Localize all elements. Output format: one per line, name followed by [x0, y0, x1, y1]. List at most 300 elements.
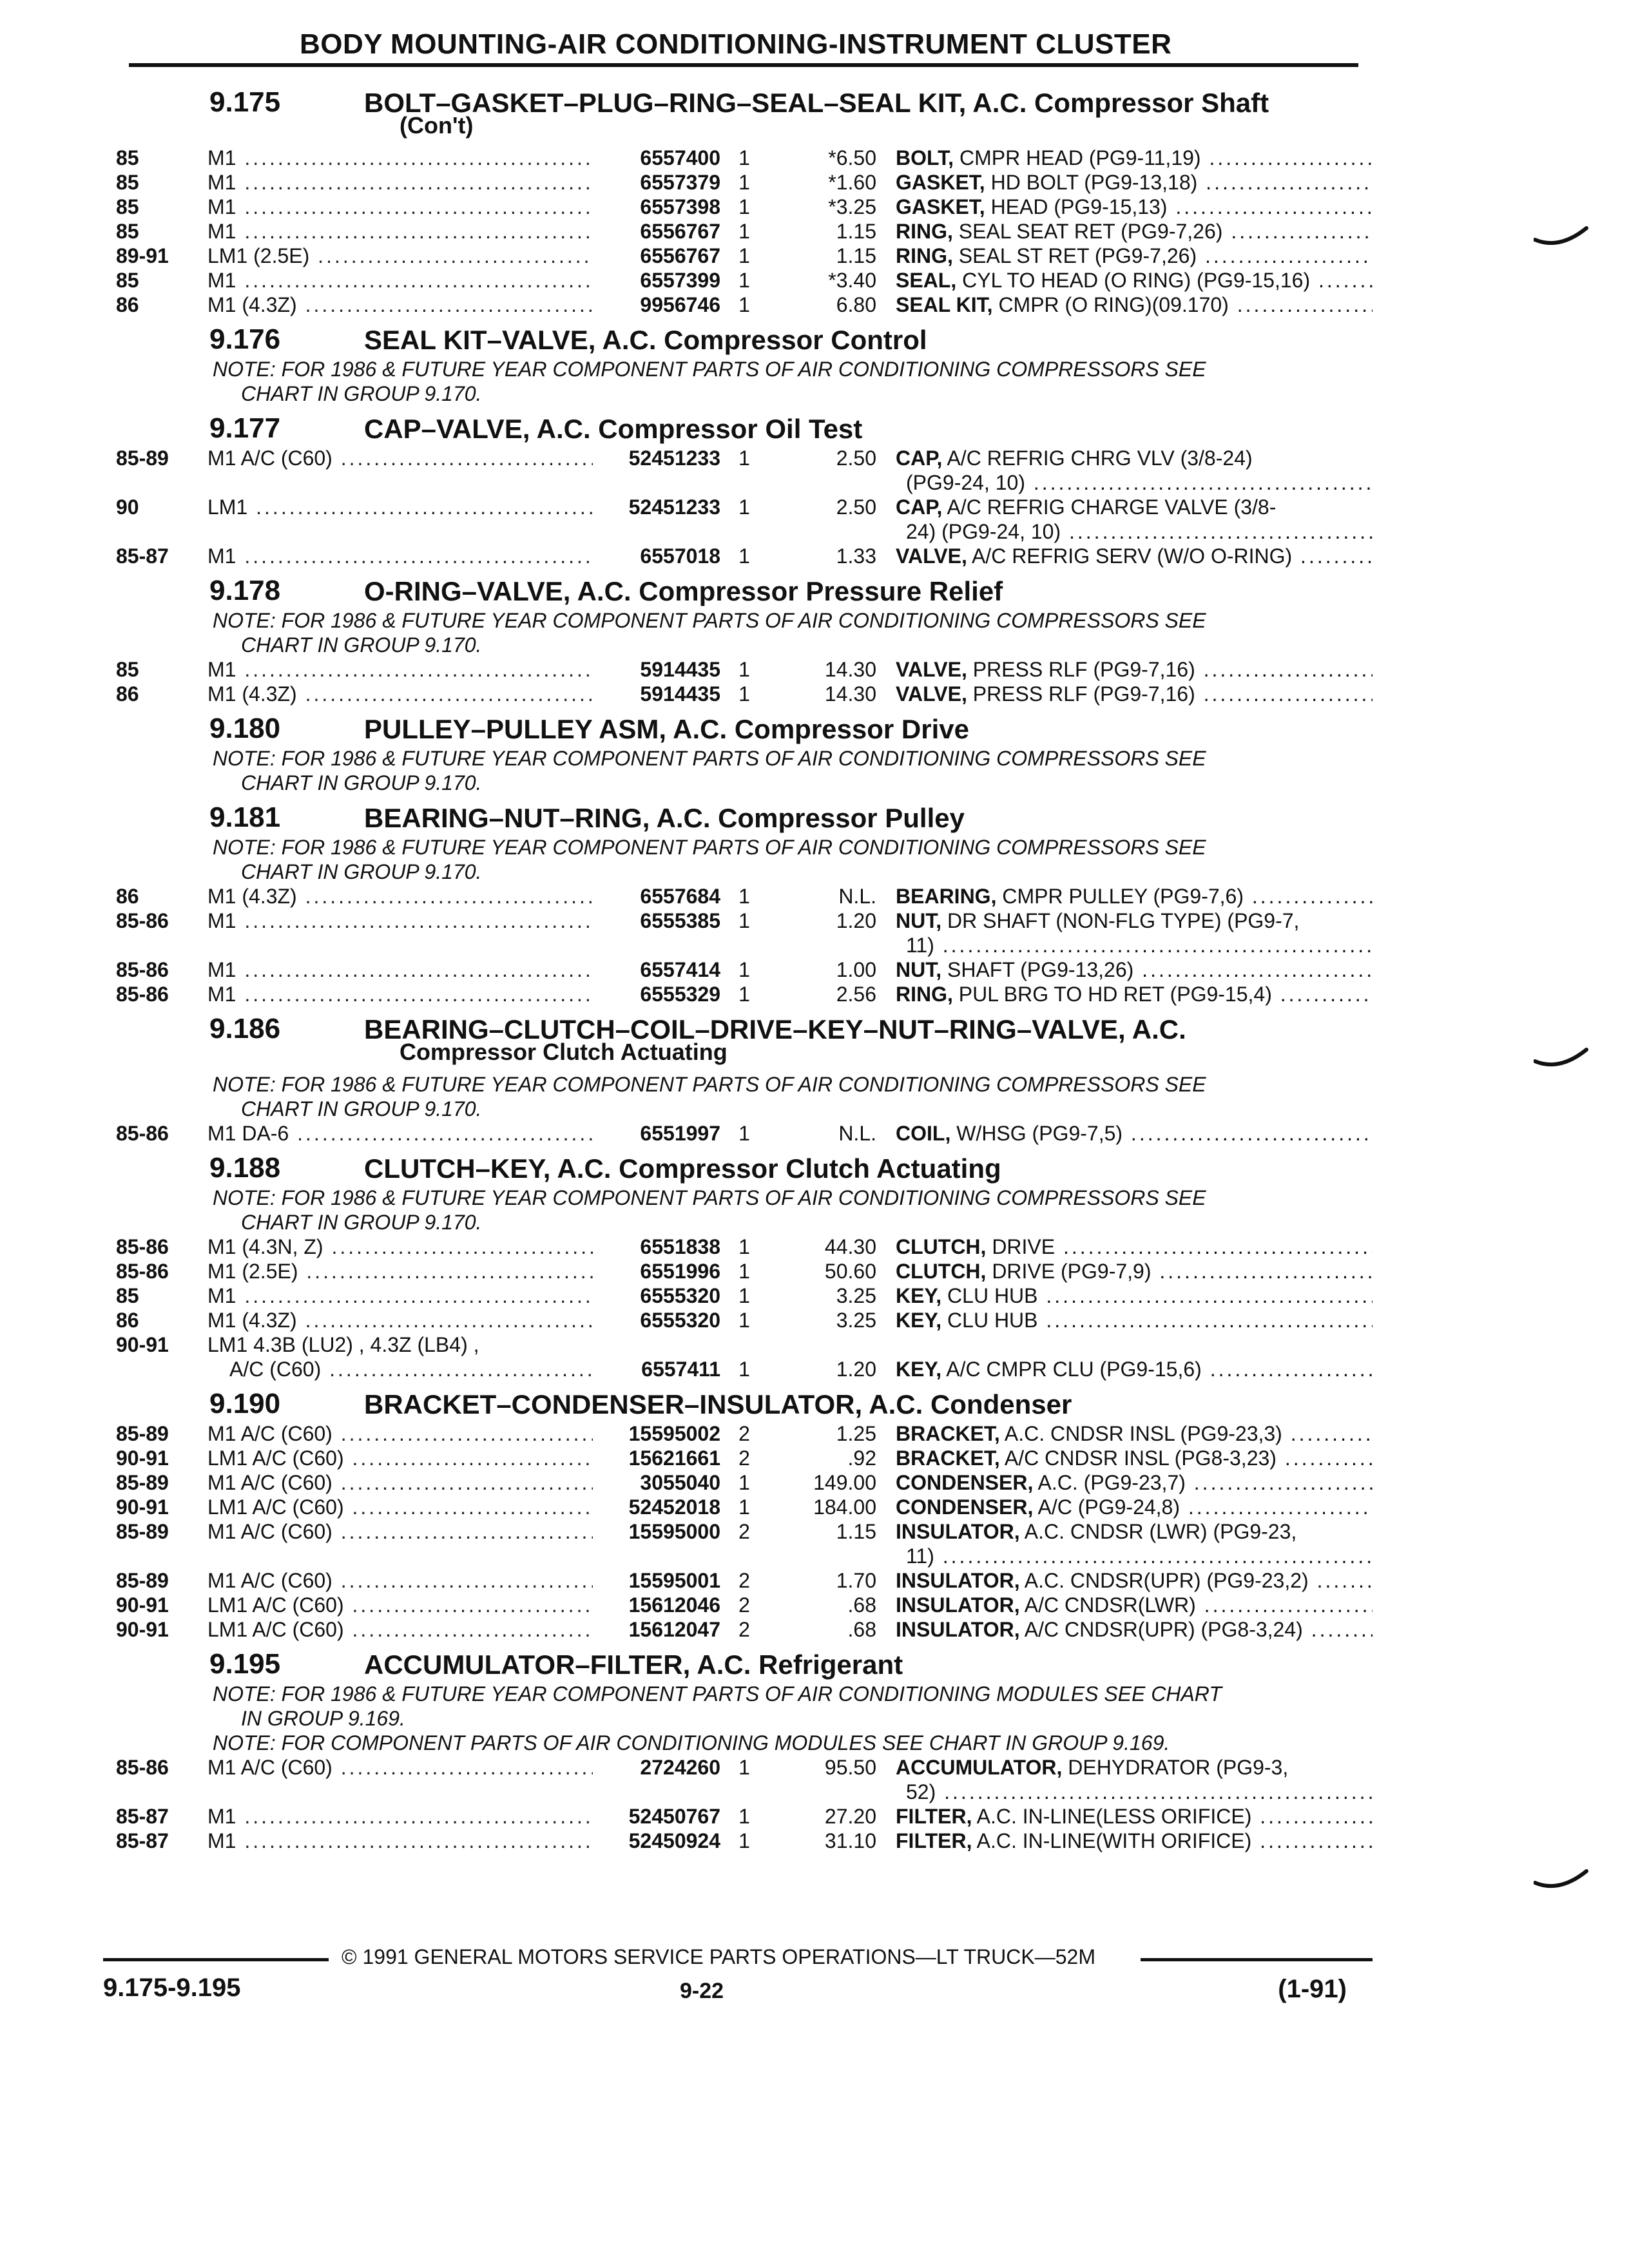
leader-dots: [1309, 1569, 1373, 1592]
leader-dots: [1180, 1495, 1373, 1519]
part-detail: SHAFT (PG9-13,26): [947, 958, 1134, 981]
leader-dots: [1251, 1829, 1373, 1852]
part-model: M1 (2.5E) .....: [207, 1259, 666, 1283]
part-model: LM1 A/C (C60) .....: [207, 1593, 666, 1617]
part-detail: PUL BRG TO HD RET (PG9-15,4): [958, 983, 1272, 1006]
part-description-line: [896, 1829, 1373, 1853]
part-number: 6555385: [593, 908, 720, 933]
part-number: 5914435: [593, 657, 720, 682]
footer-page-number: 9-22: [680, 1979, 724, 2003]
part-detail: DRIVE: [992, 1235, 1055, 1258]
part-detail: A/C CNDSR INSL (PG8-3,23): [1004, 1446, 1277, 1470]
section-heading: [116, 1152, 1373, 1186]
part-number: 15595002: [593, 1421, 720, 1446]
part-name: CONDENSER,: [896, 1495, 1034, 1519]
part-number: 2724260: [593, 1755, 720, 1780]
leader-dots: [1195, 682, 1373, 706]
part-quantity: 1: [738, 885, 750, 908]
part-quantity: 1: [738, 1260, 750, 1283]
part-description-line: [896, 1308, 1373, 1332]
part-number: 6551997: [593, 1121, 720, 1146]
leader-dots: [1229, 293, 1373, 316]
footer-rule-right: [1141, 1958, 1373, 1961]
part-detail: PRESS RLF (PG9-7,16): [972, 658, 1195, 681]
part-description-line: [896, 1421, 1373, 1446]
part-price: 1.15: [836, 1520, 876, 1543]
part-price: 3.25: [836, 1309, 876, 1332]
part-model: M1 .....: [207, 1829, 666, 1853]
part-model: M1 A/C (C60) .....: [207, 1755, 666, 1780]
part-description: [896, 1568, 1373, 1593]
section-note: [213, 608, 1373, 657]
part-row: [116, 1357, 1373, 1381]
part-row: [116, 1755, 1373, 1804]
part-price: 31.10: [824, 1829, 876, 1852]
part-year: 90-91: [116, 1446, 169, 1470]
part-description-line: [896, 170, 1373, 195]
part-number: 6557414: [593, 957, 720, 982]
part-row: [116, 1308, 1373, 1332]
part-description: [896, 884, 1373, 908]
part-name: KEY,: [896, 1358, 942, 1381]
part-description: [896, 1446, 1373, 1470]
part-row: [116, 195, 1373, 219]
part-description-line: [896, 1519, 1373, 1544]
part-model: M1 A/C (C60) .....: [207, 1470, 666, 1495]
section-heading: [116, 802, 1373, 835]
part-description: [896, 908, 1373, 957]
part-model: M1 DA-6 .....: [207, 1121, 666, 1146]
part-description: [896, 219, 1373, 244]
part-row: [116, 495, 1373, 544]
part-name: VALVE,: [896, 658, 967, 681]
part-description-line: [896, 1544, 1373, 1568]
part-quantity: 2: [738, 1618, 750, 1641]
part-detail: A/C CNDSR(LWR): [1024, 1593, 1196, 1617]
part-description: [896, 544, 1373, 568]
part-description-line: [896, 1357, 1373, 1381]
part-model: M1 A/C (C60) .....: [207, 1519, 666, 1544]
part-price: 1.15: [836, 244, 876, 267]
part-description: [896, 1593, 1373, 1617]
check-mark-2: [1534, 1047, 1592, 1073]
part-name: CONDENSER,: [896, 1471, 1034, 1494]
part-description: [896, 1259, 1373, 1283]
part-row: [116, 957, 1373, 982]
part-year: 89-91: [116, 244, 169, 267]
section-title: BRACKET–CONDENSER–INSULATOR, A.C. Condenser: [364, 1389, 1072, 1419]
part-name: INSULATOR,: [896, 1593, 1020, 1617]
part-number: 9956746: [593, 293, 720, 317]
part-name: RING,: [896, 983, 953, 1006]
part-description: [896, 495, 1373, 544]
part-detail: W/HSG (PG9-7,5): [956, 1122, 1123, 1145]
part-description: [896, 1283, 1373, 1308]
part-year: 86: [116, 885, 139, 908]
part-name: RING,: [896, 244, 953, 267]
part-year: 85-89: [116, 447, 169, 470]
section-title: ACCUMULATOR–FILTER, A.C. Refrigerant: [364, 1649, 903, 1680]
part-row: [116, 1568, 1373, 1593]
leader-dots: [1061, 520, 1373, 543]
section-heading: [116, 713, 1373, 746]
part-price: *3.40: [828, 269, 876, 292]
section-title: SEAL KIT–VALVE, A.C. Compressor Control: [364, 325, 927, 355]
part-year: 85-89: [116, 1471, 169, 1494]
part-row: [116, 170, 1373, 195]
part-row: [116, 268, 1373, 293]
part-model: M1 (4.3N, Z) .....: [207, 1235, 666, 1259]
part-number: 6557399: [593, 268, 720, 293]
part-name: ACCUMULATOR,: [896, 1756, 1063, 1779]
part-quantity: 2: [738, 1422, 750, 1445]
part-description-line: [896, 1780, 1373, 1804]
section-title: BOLT–GASKET–PLUG–RING–SEAL–SEAL KIT, A.C. Compressor Shaft: [364, 88, 1269, 118]
section-heading: [116, 1388, 1373, 1421]
part-row: [116, 1593, 1373, 1617]
part-price: 50.60: [824, 1260, 876, 1283]
part-quantity: 1: [738, 544, 750, 568]
part-number: 6557684: [593, 884, 720, 908]
part-number: 3055040: [593, 1470, 720, 1495]
section-title: CAP–VALVE, A.C. Compressor Oil Test: [364, 414, 863, 444]
part-description: [896, 244, 1373, 268]
part-year: 85-86: [116, 1235, 169, 1258]
part-price: .68: [847, 1618, 876, 1641]
part-description: [896, 1519, 1373, 1568]
part-description-line: [896, 519, 1373, 544]
section-note-line: CHART IN GROUP 9.170.: [241, 1211, 482, 1234]
part-quantity: 1: [738, 244, 750, 267]
section-number: 9.180: [209, 713, 281, 744]
part-quantity: 1: [738, 220, 750, 243]
part-name: SEAL,: [896, 269, 957, 292]
part-number: 15612047: [593, 1617, 720, 1642]
part-price: *1.60: [828, 171, 876, 194]
part-row: [116, 1332, 1373, 1357]
section-heading: [116, 86, 1373, 146]
part-model: LM1 A/C (C60) .....: [207, 1446, 666, 1470]
part-detail: CMPR HEAD (PG9-11,19): [959, 146, 1201, 169]
part-model: M1 .....: [207, 982, 666, 1006]
part-detail: A.C. CNDSR (LWR) (PG9-23,: [1024, 1520, 1297, 1543]
part-description: [896, 1617, 1373, 1642]
part-row: [116, 1121, 1373, 1146]
part-number: 6555320: [593, 1308, 720, 1332]
part-model: M1 (4.3Z) .....: [207, 293, 666, 317]
part-price: .92: [847, 1446, 876, 1470]
part-row: [116, 1259, 1373, 1283]
part-row: [116, 1470, 1373, 1495]
part-price: 149.00: [813, 1471, 876, 1494]
section-number: 9.190: [209, 1388, 281, 1419]
part-quantity: 1: [738, 447, 750, 470]
part-year: 85-87: [116, 544, 169, 568]
part-description: [896, 1235, 1373, 1259]
part-row: [116, 657, 1373, 682]
leader-dots: [1282, 1422, 1373, 1445]
part-row: [116, 146, 1373, 170]
part-year: 85: [116, 195, 139, 218]
part-description: [896, 1121, 1373, 1146]
part-quantity: 2: [738, 1569, 750, 1592]
section-title: PULLEY–PULLEY ASM, A.C. Compressor Drive: [364, 714, 969, 744]
part-quantity: 1: [738, 1309, 750, 1332]
section-note-line: NOTE: FOR 1986 & FUTURE YEAR COMPONENT PARTS OF AIR CONDITIONING COMPRESSORS SEE: [213, 836, 1206, 859]
part-quantity: 2: [738, 1446, 750, 1470]
part-name: BRACKET,: [896, 1422, 1000, 1445]
section-note-line: NOTE: FOR 1986 & FUTURE YEAR COMPONENT PARTS OF AIR CONDITIONING MODULES SEE CHART: [213, 1682, 1222, 1706]
part-detail: (PG9-24, 10): [906, 471, 1025, 494]
part-row: [116, 884, 1373, 908]
section-note-line: CHART IN GROUP 9.170.: [241, 633, 482, 657]
part-model: LM1 A/C (C60) .....: [207, 1495, 666, 1519]
section-note-line: NOTE: FOR 1986 & FUTURE YEAR COMPONENT PARTS OF AIR CONDITIONING COMPRESSORS SEE: [213, 358, 1206, 381]
section-note: [213, 1186, 1373, 1235]
part-description-line: [896, 1804, 1373, 1829]
leader-dots: [1244, 885, 1373, 908]
part-description-line: [896, 1446, 1373, 1470]
part-name: NUT,: [896, 909, 942, 932]
section-note: [213, 835, 1373, 884]
part-quantity: 1: [738, 658, 750, 681]
part-year: 90-91: [116, 1333, 169, 1356]
part-description-line: [896, 146, 1373, 170]
part-year: 85: [116, 1284, 139, 1307]
part-description-line: [896, 1617, 1373, 1642]
part-description-line: [896, 446, 1373, 470]
part-description-line: [896, 544, 1373, 568]
part-detail: A/C REFRIG CHRG VLV (3/8-24): [947, 447, 1253, 470]
leader-dots: [1303, 1618, 1373, 1641]
leader-dots: [1167, 195, 1373, 218]
section-note-line: NOTE: FOR COMPONENT PARTS OF AIR CONDITIONING MODULES SEE CHART IN GROUP 9.169.: [213, 1731, 1170, 1754]
section-note-line: NOTE: FOR 1986 & FUTURE YEAR COMPONENT PARTS OF AIR CONDITIONING COMPRESSORS SEE: [213, 1073, 1206, 1096]
part-quantity: 1: [738, 195, 750, 218]
part-detail: A.C. CNDSR(UPR) (PG9-23,2): [1024, 1569, 1309, 1592]
part-model: M1 .....: [207, 908, 666, 933]
part-description: [896, 1357, 1373, 1381]
leader-dots: [934, 1544, 1373, 1568]
part-name: CLUTCH,: [896, 1260, 987, 1283]
part-price: 1.00: [836, 958, 876, 981]
part-detail: 24) (PG9-24, 10): [906, 520, 1061, 543]
footer-rule-left: [103, 1958, 329, 1961]
part-detail: A.C. IN-LINE(LESS ORIFICE): [976, 1805, 1252, 1828]
part-description-line: [896, 1495, 1373, 1519]
leader-dots: [1055, 1235, 1373, 1258]
section-number: 9.188: [209, 1152, 281, 1184]
part-year: 85: [116, 658, 139, 681]
section-heading: [116, 323, 1373, 357]
part-number: 6555320: [593, 1283, 720, 1308]
part-name: GASKET,: [896, 171, 985, 194]
part-price: 1.25: [836, 1422, 876, 1445]
part-year: 85-89: [116, 1422, 169, 1445]
part-price: 6.80: [836, 293, 876, 316]
part-number: 6557411: [593, 1357, 720, 1381]
part-description: [896, 1755, 1373, 1804]
section-heading: [116, 1648, 1373, 1682]
part-model: M1 A/C (C60) .....: [207, 446, 666, 470]
part-year: 90-91: [116, 1618, 169, 1641]
section-note-line: NOTE: FOR 1986 & FUTURE YEAR COMPONENT PARTS OF AIR CONDITIONING COMPRESSORS SEE: [213, 1186, 1206, 1209]
part-model: M1 .....: [207, 268, 666, 293]
part-quantity: 1: [738, 1284, 750, 1307]
section-note-line: IN GROUP 9.169.: [241, 1707, 405, 1730]
part-model: M1 (4.3Z) .....: [207, 682, 666, 706]
part-description-line: [896, 933, 1373, 957]
part-year: 86: [116, 293, 139, 316]
part-name: CAP,: [896, 447, 943, 470]
section-title-continued: Compressor Clutch Actuating: [400, 1039, 728, 1065]
part-price: 184.00: [813, 1495, 876, 1519]
leader-dots: [1202, 1358, 1373, 1381]
part-name: VALVE,: [896, 544, 967, 568]
part-detail: HD BOLT (PG9-13,18): [990, 171, 1198, 194]
part-detail: 11): [906, 1544, 934, 1568]
part-description-line: [896, 195, 1373, 219]
part-detail: HEAD (PG9-15,13): [990, 195, 1168, 218]
part-model: M1 .....: [207, 219, 666, 244]
part-name: KEY,: [896, 1309, 942, 1332]
part-model: M1 .....: [207, 657, 666, 682]
part-model: LM1 4.3B (LU2) , 4.3Z (LB4) ,: [207, 1333, 479, 1356]
part-description-line: [896, 957, 1373, 982]
part-name: COIL,: [896, 1122, 951, 1145]
part-detail: A.C. CNDSR INSL (PG9-23,3): [1004, 1422, 1282, 1445]
part-detail: SEAL SEAT RET (PG9-7,26): [958, 220, 1223, 243]
check-mark-3: [1534, 1869, 1592, 1894]
part-year: 90-91: [116, 1593, 169, 1617]
part-row: [116, 1235, 1373, 1259]
part-number: 15595001: [593, 1568, 720, 1593]
part-price: 2.56: [836, 983, 876, 1006]
section-number: 9.175: [209, 86, 281, 118]
section-note-line: CHART IN GROUP 9.170.: [241, 382, 482, 405]
part-year: 85-86: [116, 1260, 169, 1283]
part-name: BEARING,: [896, 885, 997, 908]
part-model: LM1 A/C (C60) .....: [207, 1617, 666, 1642]
part-description-line: [896, 1755, 1373, 1780]
part-description-line: [896, 268, 1373, 293]
part-description-line: [896, 682, 1373, 706]
part-number: 6551838: [593, 1235, 720, 1259]
part-price: *6.50: [828, 146, 876, 169]
section-heading: [116, 412, 1373, 446]
part-description-line: [896, 1121, 1373, 1146]
part-year: 85-86: [116, 1756, 169, 1779]
part-quantity: 1: [738, 1805, 750, 1828]
leader-dots: [1222, 220, 1373, 243]
section-note-line: NOTE: FOR 1986 & FUTURE YEAR COMPONENT PARTS OF AIR CONDITIONING COMPRESSORS SEE: [213, 609, 1206, 632]
part-model: M1 (4.3Z) .....: [207, 1308, 666, 1332]
part-price: 27.20: [824, 1805, 876, 1828]
section-number: 9.178: [209, 575, 281, 606]
page-header-title: BODY MOUNTING-AIR CONDITIONING-INSTRUMENT CLUSTER: [300, 28, 1172, 60]
part-quantity: 1: [738, 1122, 750, 1145]
part-price: 1.33: [836, 544, 876, 568]
leader-dots: [1197, 171, 1373, 194]
part-description-line: [896, 495, 1373, 519]
part-description: [896, 170, 1373, 195]
part-year: 90: [116, 495, 139, 519]
part-detail: CMPR (O RING)(09.170): [998, 293, 1229, 316]
section-heading: [116, 575, 1373, 608]
check-mark-1: [1534, 226, 1592, 251]
part-detail: A.C. IN-LINE(WITH ORIFICE): [976, 1829, 1252, 1852]
part-quantity: 1: [738, 495, 750, 519]
part-model: M1 .....: [207, 1283, 666, 1308]
leader-dots: [1201, 146, 1373, 169]
leader-dots: [1038, 1284, 1373, 1307]
part-description: [896, 1421, 1373, 1446]
part-name: CLUTCH,: [896, 1235, 987, 1258]
leader-dots: [1151, 1260, 1373, 1283]
part-description-line: [896, 982, 1373, 1006]
part-year: 85: [116, 146, 139, 169]
leader-dots: [1186, 1471, 1373, 1494]
part-price: 2.50: [836, 447, 876, 470]
part-name: CAP,: [896, 495, 943, 519]
part-price: 1.20: [836, 1358, 876, 1381]
part-name: INSULATOR,: [896, 1618, 1020, 1641]
part-price: 14.30: [824, 682, 876, 706]
part-detail: A/C REFRIG CHARGE VALVE (3/8-: [947, 495, 1277, 519]
part-number: 6551996: [593, 1259, 720, 1283]
part-row: [116, 1804, 1373, 1829]
part-description-line: [896, 657, 1373, 682]
section-note-line: NOTE: FOR 1986 & FUTURE YEAR COMPONENT PARTS OF AIR CONDITIONING COMPRESSORS SEE: [213, 747, 1206, 770]
part-quantity: 1: [738, 269, 750, 292]
footer-copyright: © 1991 GENERAL MOTORS SERVICE PARTS OPERATIONS—LT TRUCK—52M: [342, 1945, 1095, 1968]
part-number: 15595000: [593, 1519, 720, 1544]
part-description: [896, 1804, 1373, 1829]
part-detail: A/C CNDSR(UPR) (PG8-3,24): [1024, 1618, 1303, 1641]
part-quantity: 2: [738, 1520, 750, 1543]
parts-catalog: [116, 80, 1373, 1853]
part-model: M1 .....: [207, 957, 666, 982]
part-detail: CMPR PULLEY (PG9-7,6): [1002, 885, 1244, 908]
part-description-line: [896, 470, 1373, 495]
part-model: M1 .....: [207, 195, 666, 219]
part-price: 2.50: [836, 495, 876, 519]
part-price: 3.25: [836, 1284, 876, 1307]
part-price: *3.25: [828, 195, 876, 218]
part-name: FILTER,: [896, 1829, 972, 1852]
part-year: 85: [116, 171, 139, 194]
section-title: BEARING–NUT–RING, A.C. Compressor Pulley: [364, 803, 965, 833]
part-detail: A/C CMPR CLU (PG9-15,6): [946, 1358, 1202, 1381]
part-description: [896, 957, 1373, 982]
part-model: M1 (4.3Z) .....: [207, 884, 666, 908]
part-price: 1.20: [836, 909, 876, 932]
part-model: M1 A/C (C60) .....: [207, 1568, 666, 1593]
leader-dots: [1310, 269, 1373, 292]
part-name: RING,: [896, 220, 953, 243]
part-detail: CLU HUB: [947, 1284, 1038, 1307]
leader-dots: [1025, 471, 1373, 494]
section-note: [213, 746, 1373, 795]
section-heading: [116, 1013, 1373, 1072]
part-quantity: 1: [738, 682, 750, 706]
leader-dots: [1197, 244, 1373, 267]
part-quantity: 1: [738, 1358, 750, 1381]
part-description-line: [896, 244, 1373, 268]
part-row: [116, 682, 1373, 706]
section-note: [213, 357, 1373, 406]
part-number: 52452018: [593, 1495, 720, 1519]
